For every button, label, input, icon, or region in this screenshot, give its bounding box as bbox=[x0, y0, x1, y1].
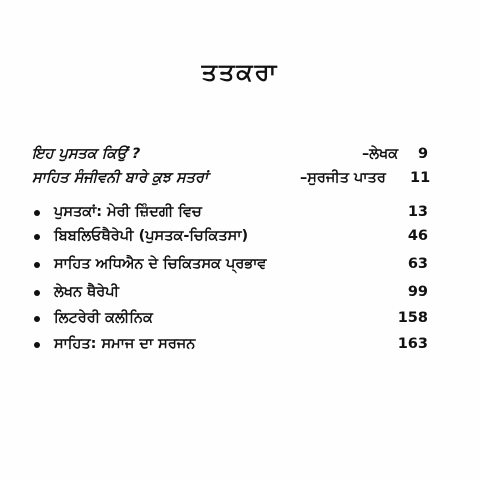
toc-entry-title: ਲੇਖਨ ਥੈਰੇਪੀ bbox=[54, 284, 120, 300]
toc-entry-page: 63 bbox=[407, 256, 428, 272]
toc-chapter-row bbox=[0, 310, 480, 330]
toc-entry-page: 11 bbox=[410, 170, 431, 186]
toc-entry-author: –ਸੁਰਜੀਤ ਪਾਤਰ bbox=[300, 170, 386, 186]
toc-chapter-row bbox=[0, 204, 480, 224]
toc-entry-title: ਸਾਹਿਤ: ਸਮਾਜ ਦਾ ਸਰਜਨ bbox=[54, 336, 196, 352]
bullet-icon bbox=[34, 234, 40, 240]
toc-entry-title: ਬਿਬਲਿਓਥੈਰੇਪੀ (ਪੁਸਤਕ-ਚਿਕਿਤਸਾ) bbox=[54, 228, 249, 244]
toc-entry-title: ਸਾਹਿਤ ਸੰਜੀਵਨੀ ਬਾਰੇ ਕੁਝ ਸਤਰਾਂ bbox=[32, 170, 209, 186]
bullet-icon bbox=[34, 290, 40, 296]
bullet-icon bbox=[34, 316, 40, 322]
toc-entry-page: 99 bbox=[407, 284, 428, 300]
toc-intro-row bbox=[0, 170, 480, 190]
toc-intro-row bbox=[0, 146, 480, 166]
toc-entry-title: ਲਿਟਰੇਰੀ ਕਲੀਨਿਕ bbox=[54, 310, 153, 326]
toc-chapter-row bbox=[0, 336, 480, 356]
toc-entry-page: 46 bbox=[407, 228, 428, 244]
page-title: ਤਤਕਰਾ bbox=[201, 58, 279, 86]
toc-entry-title: ਪੁਸਤਕਾਂ: ਮੇਰੀ ਜ਼ਿੰਦਗੀ ਵਿਚ bbox=[54, 204, 202, 220]
bullet-icon bbox=[34, 210, 40, 216]
toc-entry-page: 158 bbox=[397, 310, 428, 326]
toc-chapter-row bbox=[0, 256, 480, 276]
toc-entry-author: –ਲੇਖਕ bbox=[362, 146, 399, 162]
toc-entry-title: ਸਾਹਿਤ ਅਧਿਐਨ ਦੇ ਚਿਕਿਤਸਕ ਪ੍ਰਭਾਵ bbox=[54, 256, 267, 272]
toc-chapter-row bbox=[0, 284, 480, 304]
toc-entry-page: 13 bbox=[407, 204, 428, 220]
toc-entry-title: ਇਹ ਪੁਸਤਕ ਕਿਉਂ ? bbox=[32, 146, 141, 162]
bullet-icon bbox=[34, 262, 40, 268]
toc-entry-page: 9 bbox=[418, 146, 429, 162]
bullet-icon bbox=[34, 342, 40, 348]
toc-entry-page: 163 bbox=[397, 336, 428, 352]
toc-chapter-row bbox=[0, 228, 480, 248]
